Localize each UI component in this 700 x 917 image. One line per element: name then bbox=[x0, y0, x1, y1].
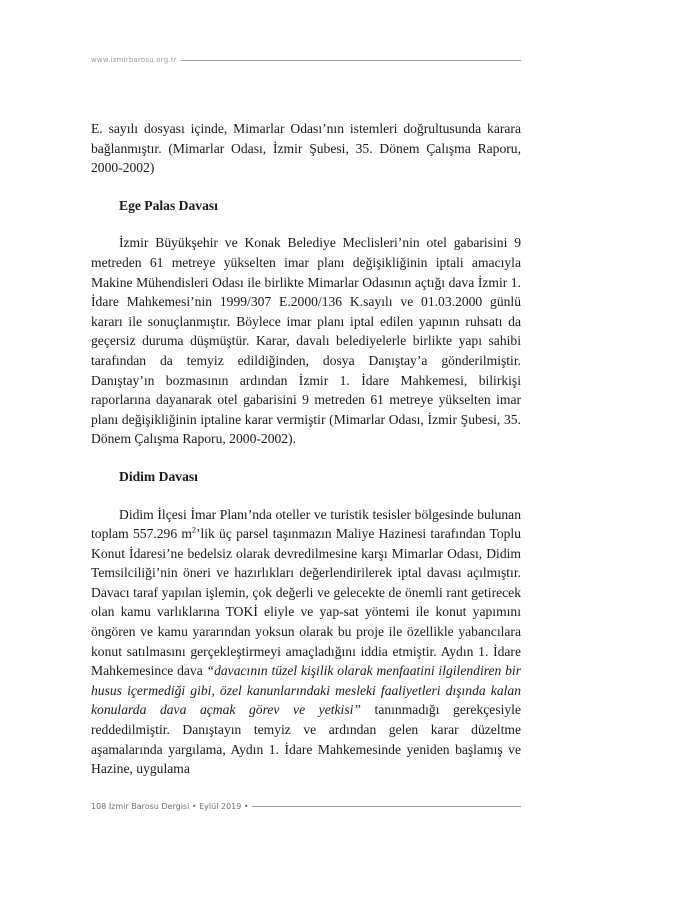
header-url: www.izmirbarosu.org.tr bbox=[91, 56, 177, 64]
page-footer bbox=[91, 798, 521, 814]
paragraph-didim bbox=[91, 505, 521, 779]
footer-text: 108 İzmir Barosu Dergisi • Eylül 2019 • bbox=[91, 801, 249, 811]
didim-text-a: Didim İlçesi İmar Planı’nda oteller ve turistik tesisler bölgesinde bulunan toplam 557.296 m bbox=[91, 506, 521, 542]
paragraph-intro: E. sayılı dosyası içinde, Mimarlar Odası’nın istemleri doğrultusunda karara bağlanmıştır. (Mimarlar Odası, İzmir Şubesi, 35. Dönem Çalışma Raporu, 2000-2002) bbox=[91, 121, 521, 176]
page-header bbox=[91, 53, 521, 67]
didim-italic-quote: “davacının tüzel kişilik olarak menfaatini ilgilendiren bir husus içermediği gibi, özel kanunlarındaki mesleki faaliyetleri dışında kalan konularda dava açmak görev ve yetkisi” bbox=[91, 663, 521, 718]
section-heading-ege-palas: Ege Palas Davası bbox=[119, 197, 218, 213]
footer-divider bbox=[252, 806, 521, 807]
header-divider bbox=[181, 60, 521, 61]
section-heading-didim: Didim Davası bbox=[119, 468, 198, 484]
article-body bbox=[91, 119, 521, 779]
didim-text-c: tanınmadığı gerekçesiyle reddedilmiştir. Danıştayın temyiz ve ardından gelen karar düzeltme aşamalarında yargılama, Aydın 1. İdare Mahkemesinde yeniden başlamış ve Hazine, uygulama bbox=[91, 702, 521, 777]
didim-text-b: ’lik üç parsel taşınmazın Maliye Hazinesi tarafından Toplu Konut İdaresi’ne bedelsiz olarak devredilmesine karşı Mimarlar Odası, Didim Temsilciliği’nin öneri ve hazırlıkları değerlendirilerek iptal davası açılmıştır. Davacı taraf yapılan işlemin, çok değerli ve gelecekte de önemli rant getirecek olan kamu varlıklarına TOKİ eliyle ve yap-sat yöntemi ile konut yapımını öngören ve kamu yararından yoksun olarak bu proje ile özellikle yabancılara konut satılmasını gerçekleştirmeyi amaçladığını iddia etmiştir. Aydın 1. İdare Mahkemesince dava bbox=[91, 526, 521, 679]
superscript-2: 2 bbox=[191, 525, 196, 535]
paragraph-ege-palas: İzmir Büyükşehir ve Konak Belediye Meclisleri’nin otel gabarisini 9 metreden 61 metreye yükselten imar planı değişikliğinin iptali amacıyla Makine Mühendisleri Odası ile birlikte Mimarlar Odasının açtığı dava İzmir 1. İdare Mahkemesi’nin 1999/307 E.2000/136 K.sayılı ve 01.03.2000 günlü kararı ile sonuçlanmıştır. Böylece imar planı iptal edilen yapının ruhsatı da geçersiz duruma düşmüştür. Karar, davalı belediyelerle birlikte yapı sahibi tarafından da temyiz edildiğinden, dosya Danıştay’a gönderilmiştir. Danıştay’ın bozmasının ardından İzmir 1. İdare Mahkemesi, bilirkişi raporlarına dayanarak otel gabarisini 9 metreden 61 metreye yükselten imar planı değişikliğinin iptaline karar vermiştir (Mimarlar Odası, İzmir Şubesi, 35. Dönem Çalışma Raporu, 2000-2002). bbox=[91, 235, 521, 447]
